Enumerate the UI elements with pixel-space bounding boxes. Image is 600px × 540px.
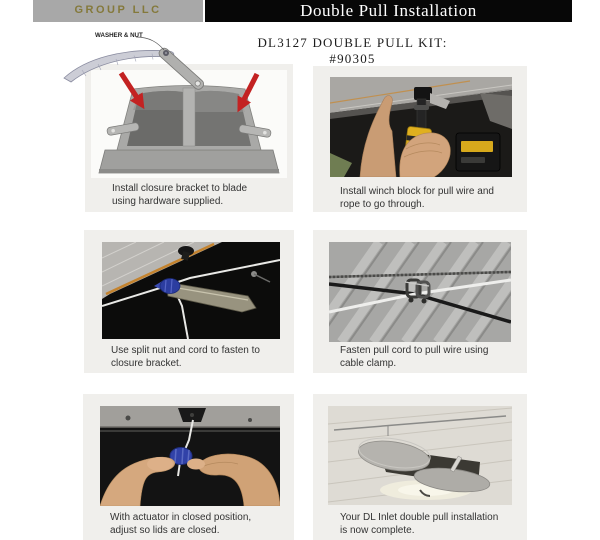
company-logo-text: GROUP LLC xyxy=(74,3,162,16)
kit-subtitle: DL3127 DOUBLE PULL KIT: #90305 xyxy=(257,35,448,66)
caption-line: Your DL Inlet double pull installation xyxy=(340,512,499,523)
caption-line: closure bracket. xyxy=(111,358,182,369)
step-3-photo xyxy=(102,242,280,339)
caption-line: Use split nut and cord to fasten to xyxy=(111,345,260,356)
diagram-label: WASHER & NUT xyxy=(95,32,143,39)
step-5-panel xyxy=(83,394,294,540)
company-logo xyxy=(33,0,203,22)
step-6-photo xyxy=(328,406,512,505)
caption-line: cable clamp. xyxy=(340,358,397,369)
washer-nut-diagram xyxy=(58,24,228,96)
caption-line: using hardware supplied. xyxy=(112,196,224,207)
step-5-caption xyxy=(110,511,251,537)
step-2-caption xyxy=(340,185,494,211)
step-6-caption xyxy=(340,511,498,537)
step-2-panel xyxy=(313,66,527,212)
step-4-photo xyxy=(329,242,511,342)
step-4-panel xyxy=(313,230,527,373)
caption-line: Fasten pull cord to pull wire using xyxy=(340,345,489,356)
step-6-panel xyxy=(313,394,527,540)
step-4-caption xyxy=(340,344,488,370)
step-2-photo xyxy=(330,77,512,177)
caption-line: Install closure bracket to blade xyxy=(112,183,248,194)
caption-line: rope to go through. xyxy=(340,199,425,210)
caption-line: Install winch block for pull wire and xyxy=(340,186,494,197)
caption-line: adjust so lids are closed. xyxy=(110,525,220,536)
caption-line: is now complete. xyxy=(340,525,415,536)
step-5-photo xyxy=(100,406,280,506)
title-bar xyxy=(205,0,572,22)
caption-line: With actuator in closed position, xyxy=(110,512,252,523)
step-3-caption xyxy=(111,344,260,370)
page-title: Double Pull Installation xyxy=(300,1,477,20)
step-3-panel xyxy=(84,230,294,373)
step-1-caption xyxy=(112,182,247,208)
